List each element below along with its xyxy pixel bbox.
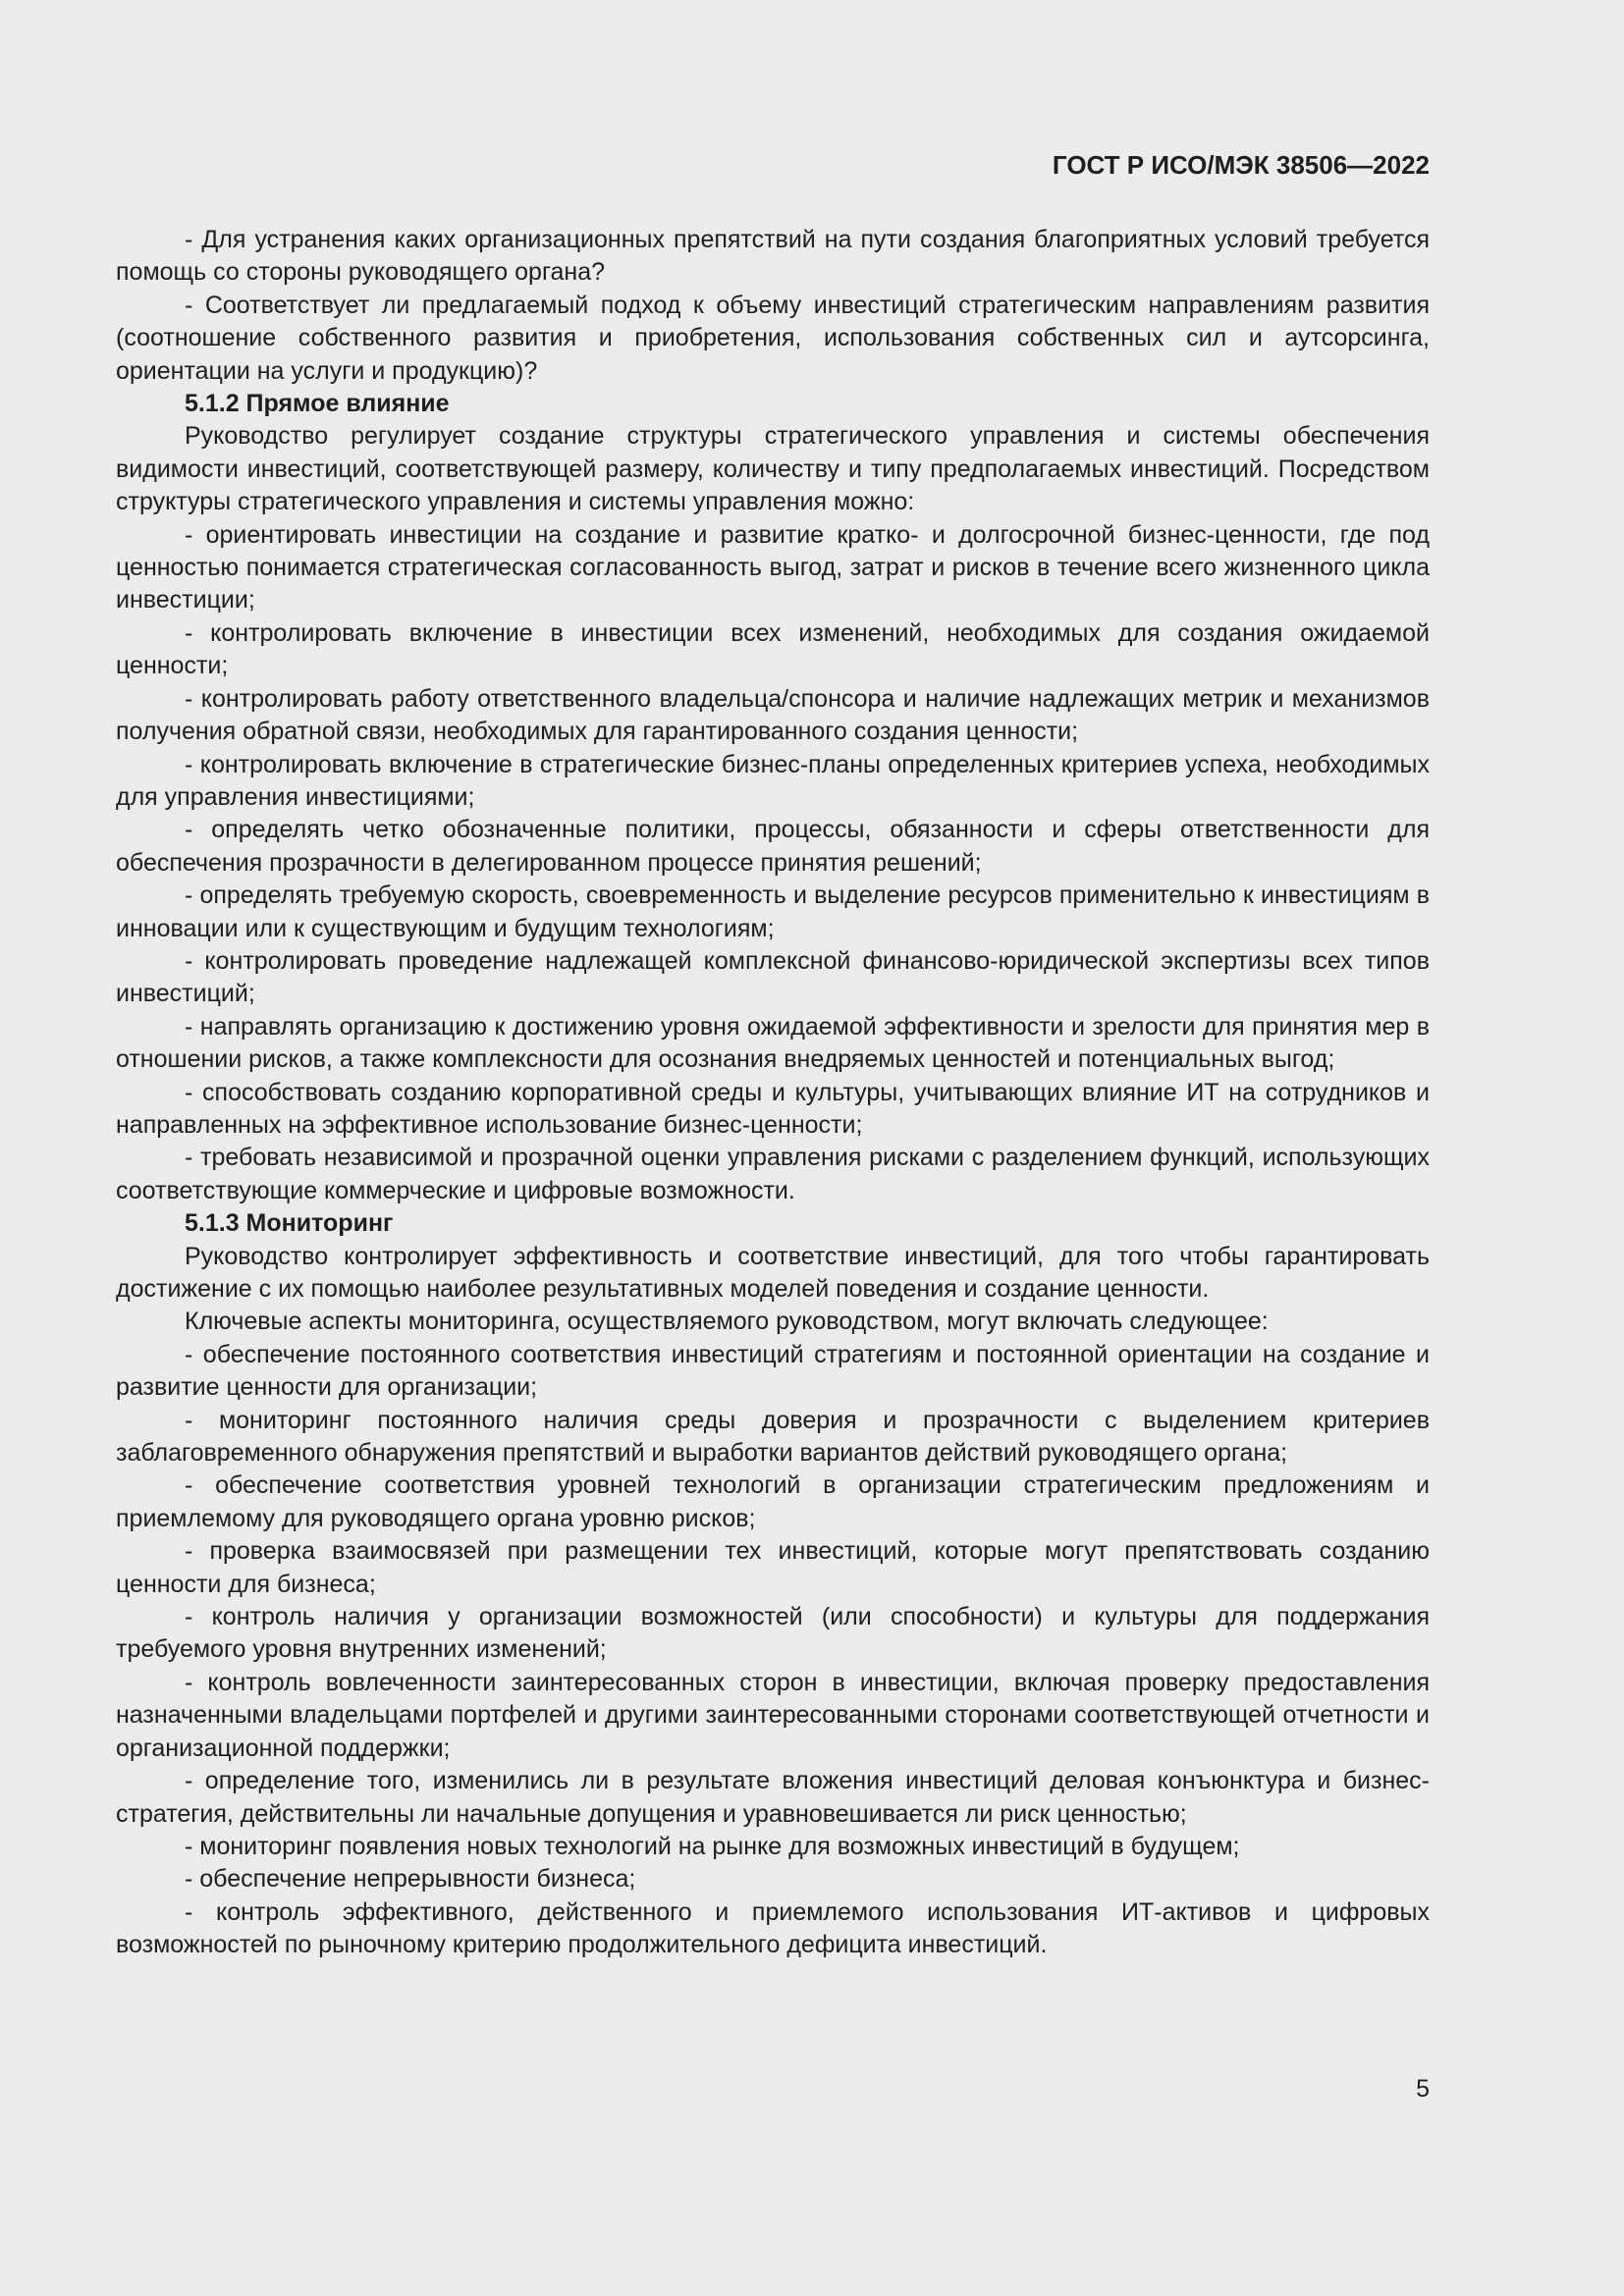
list-item: - контролировать работу ответственного владельца/спонсора и наличие надлежащих метрик и механизмов получения обратной связи, необходимых для гарантированного создания ценности; — [116, 684, 1430, 746]
list-item: - контроль вовлеченности заинтересованных сторон в инвестиции, включая проверку предоставления назначенными владельцами портфелей и другими заинтересованными сторонами соответствующей отчетности и организационной поддержки; — [116, 1668, 1430, 1762]
section-heading-5-1-2: 5.1.2 Прямое влияние — [185, 390, 450, 418]
page-number: 5 — [1416, 2075, 1430, 2103]
document-body — [116, 224, 1430, 1962]
list-item: - определение того, изменились ли в результате вложения инвестиций деловая конъюнктура и бизнес-стратегия, действительны ли начальные допущения и уравновешивается ли риск ценностью; — [116, 1767, 1430, 1828]
list-item: - контроль эффективного, действенного и приемлемого использования ИТ-активов и цифровых возможностей по рыночному критерию продолжительного дефицита инвестиций. — [116, 1897, 1430, 1959]
list-item: - обеспечение соответствия уровней технологий в организации стратегическим предложениям и приемлемому для руководящего органа уровню рисков; — [116, 1471, 1430, 1532]
body-paragraph: Руководство регулирует создание структуры стратегического управления и системы обеспечения видимости инвестиций, соответствующей размеру, количеству и типу предполагаемых инвестиций. Посредством структуры стратегического управления и системы управления можно: — [116, 422, 1430, 516]
list-item: - обеспечение постоянного соответствия инвестиций стратегиям и постоянной ориентации на создание и развитие ценности для организации; — [116, 1340, 1430, 1402]
list-item: - требовать независимой и прозрачной оценки управления рисками с разделением функций, использующих соответствующие коммерческие и цифровые возможности. — [116, 1144, 1430, 1204]
list-item: - контроль наличия у организации возможностей (или способности) и культуры для поддержания требуемого уровня внутренних изменений; — [116, 1603, 1430, 1664]
list-item: - способствовать созданию корпоративной среды и культуры, учитывающих влияние ИТ на сотрудников и направленных на эффективное использование бизнес-ценности; — [116, 1078, 1430, 1139]
list-item: - контролировать включение в инвестиции всех изменений, необходимых для создания ожидаемой ценности; — [116, 618, 1430, 680]
list-item: - обеспечение непрерывности бизнеса; — [185, 1865, 636, 1894]
section-heading-5-1-3: 5.1.3 Мониторинг — [185, 1209, 394, 1238]
list-item: - проверка взаимосвязей при размещении тех инвестиций, которые могут препятствовать созданию ценности для бизнеса; — [116, 1537, 1430, 1598]
list-item: - определять требуемую скорость, своевременность и выделение ресурсов применительно к инвестициям в инновации или к существующим и будущим технологиям; — [116, 881, 1430, 942]
list-item: - Для устранения каких организационных препятствий на пути создания благоприятных условий требуется помощь со стороны руководящего органа? — [116, 226, 1430, 287]
list-item: - мониторинг появления новых технологий на рынке для возможных инвестиций в будущем; — [185, 1832, 1240, 1860]
body-paragraph: Ключевые аспекты мониторинга, осуществляемого руководством, могут включать следующее: — [185, 1308, 1269, 1336]
document-standard-header: ГОСТ Р ИСО/МЭК 38506—2022 — [1052, 150, 1430, 180]
list-item: - ориентировать инвестиции на создание и развитие кратко- и долгосрочной бизнес-ценности, где под ценностью понимается стратегическая согласованность выгод, затрат и рисков в течение всего жизненного цикла инвестиции; — [116, 520, 1430, 614]
list-item: - Соответствует ли предлагаемый подход к объему инвестиций стратегическим направлениям развития (соотношение собственного развития и приобретения, использования собственных сил и аутсорсинга, ориентации на услуги и продукцию)? — [116, 291, 1430, 385]
list-item: - направлять организацию к достижению уровня ожидаемой эффективности и зрелости для принятия мер в отношении рисков, а также комплексности для осознания внедряемых ценностей и потенциальных выгод; — [116, 1012, 1430, 1074]
list-item: - контролировать проведение надлежащей комплексной финансово-юридической экспертизы всех типов инвестиций; — [116, 946, 1430, 1008]
list-item: - определять четко обозначенные политики, процессы, обязанности и сферы ответственности для обеспечения прозрачности в делегированном процессе принятия решений; — [116, 816, 1430, 877]
list-item: - мониторинг постоянного наличия среды доверия и прозрачности с выделением критериев заблаговременного обнаружения препятствий и выработки вариантов действий руководящего органа; — [116, 1406, 1430, 1468]
list-item: - контролировать включение в стратегические бизнес-планы определенных критериев успеха, необходимых для управления инвестициями; — [116, 750, 1430, 811]
body-paragraph: Руководство контролирует эффективность и соответствие инвестиций, для того чтобы гарантировать достижение с их помощью наиболее результативных моделей поведения и создание ценности. — [116, 1242, 1430, 1303]
